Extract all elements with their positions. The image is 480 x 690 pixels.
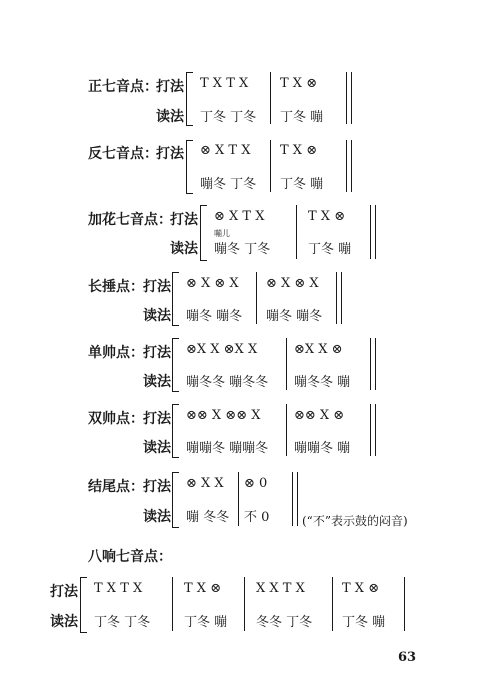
footnote: (“不”表示鼓的闷音) <box>302 514 408 528</box>
read-cell: 丁冬 嘣 <box>280 110 324 125</box>
left-bracket <box>172 272 179 326</box>
bar-line <box>351 72 352 124</box>
section-title: 长捶点： <box>88 279 144 295</box>
bar-line <box>404 577 405 631</box>
bar-line <box>270 140 271 192</box>
read-cell: 嘣冬冬 嘣冬冬 <box>186 375 269 390</box>
read-cell: 嘣嘣冬 嘣嘣冬 <box>186 441 269 456</box>
play-cell: ⊗ X ⊗ X <box>266 276 319 291</box>
play-label: 打法 <box>50 584 78 600</box>
play-cell: X X T X <box>256 581 305 596</box>
bar-line <box>370 205 371 259</box>
read-cell: 丁冬 嘣 <box>184 615 228 630</box>
play-cell: ⊗X X ⊗ <box>294 342 343 357</box>
bar-line <box>292 472 293 526</box>
left-bracket <box>186 140 193 194</box>
play-cell: ⊗X X ⊗X X <box>186 342 258 357</box>
read-cell: 丁冬 丁冬 <box>200 110 257 125</box>
play-cell: T X ⊗ <box>184 581 222 596</box>
play-cell: ⊗⊗ X ⊗ <box>294 408 345 423</box>
read-label: 读法 <box>143 509 171 525</box>
bar-line <box>375 338 376 390</box>
read-cell: 嘣冬 嘣冬 <box>186 309 243 324</box>
play-label: 打法 <box>156 146 184 162</box>
section-title: 单帅点： <box>88 345 144 361</box>
read-label: 读法 <box>50 614 78 630</box>
read-label: 读法 <box>156 109 184 125</box>
play-label: 打法 <box>170 212 198 228</box>
left-bracket <box>200 205 207 261</box>
play-label: 打法 <box>143 479 171 495</box>
play-cell: ⊗ X T X <box>200 143 251 158</box>
section-title: 八响七音点： <box>88 549 172 565</box>
read-cell: 不 0 <box>244 510 270 525</box>
play-cell: T X ⊗ <box>280 143 318 158</box>
bar-line <box>370 404 371 456</box>
small-note: 嘣儿 <box>214 229 230 238</box>
left-bracket <box>172 472 179 528</box>
left-bracket <box>172 404 179 458</box>
read-label: 读法 <box>143 440 171 456</box>
left-bracket <box>172 338 179 392</box>
left-bracket <box>80 577 87 633</box>
bar-line <box>346 72 347 124</box>
read-cell: 嘣冬 丁冬 <box>200 177 257 192</box>
section-title: 正七音点： <box>88 79 158 95</box>
left-bracket <box>186 72 193 126</box>
bar-line <box>370 338 371 390</box>
play-cell: ⊗ X T X <box>214 209 265 224</box>
read-cell: 嘣冬冬 嘣 <box>294 375 351 390</box>
play-label: 打法 <box>143 345 171 361</box>
bar-line <box>286 338 287 390</box>
bar-line <box>346 140 347 192</box>
read-cell: 嘣冬 丁冬 <box>214 242 271 257</box>
read-cell: 丁冬 嘣 <box>342 615 386 630</box>
play-label: 打法 <box>143 279 171 295</box>
read-cell: 嘣冬 嘣冬 <box>266 309 323 324</box>
read-cell: 嘣 冬冬 <box>186 510 230 525</box>
section-title: 反七音点： <box>88 146 158 162</box>
bar-line <box>341 272 342 324</box>
bar-line <box>351 140 352 192</box>
play-cell: T X T X <box>94 581 143 596</box>
bar-line <box>297 472 298 526</box>
play-cell: T X ⊗ <box>308 209 346 224</box>
bar-line <box>332 577 333 631</box>
read-cell: 冬冬 丁冬 <box>256 615 313 630</box>
play-cell: ⊗ X X <box>186 476 224 491</box>
bar-line <box>336 272 337 324</box>
section-title: 加花七音点： <box>88 212 172 228</box>
read-label: 读法 <box>143 308 171 324</box>
bar-line <box>296 205 297 259</box>
bar-line <box>286 404 287 456</box>
read-cell: 丁冬 嘣 <box>308 242 352 257</box>
bar-line <box>375 205 376 259</box>
read-label: 读法 <box>143 374 171 390</box>
bar-line <box>238 472 239 526</box>
play-label: 打法 <box>156 79 184 95</box>
read-cell: 嘣嘣冬 嘣 <box>294 441 351 456</box>
play-cell: ⊗ 0 <box>244 476 268 491</box>
read-cell: 丁冬 丁冬 <box>94 615 151 630</box>
play-label: 打法 <box>143 411 171 427</box>
play-cell: T X ⊗ <box>280 76 318 91</box>
bar-line <box>270 72 271 124</box>
bar-line <box>256 272 257 324</box>
bar-line <box>375 404 376 456</box>
play-cell: ⊗⊗ X ⊗⊗ X <box>186 408 261 423</box>
section-title: 结尾点： <box>88 479 144 495</box>
page-number: 63 <box>398 650 417 665</box>
bar-line <box>172 577 173 631</box>
play-cell: T X T X <box>200 76 249 91</box>
play-cell: ⊗ X ⊗ X <box>186 276 239 291</box>
read-cell: 丁冬 嘣 <box>280 177 324 192</box>
bar-line <box>244 577 245 631</box>
section-title: 双帅点： <box>88 411 144 427</box>
read-label: 读法 <box>170 241 198 257</box>
play-cell: T X ⊗ <box>342 581 380 596</box>
